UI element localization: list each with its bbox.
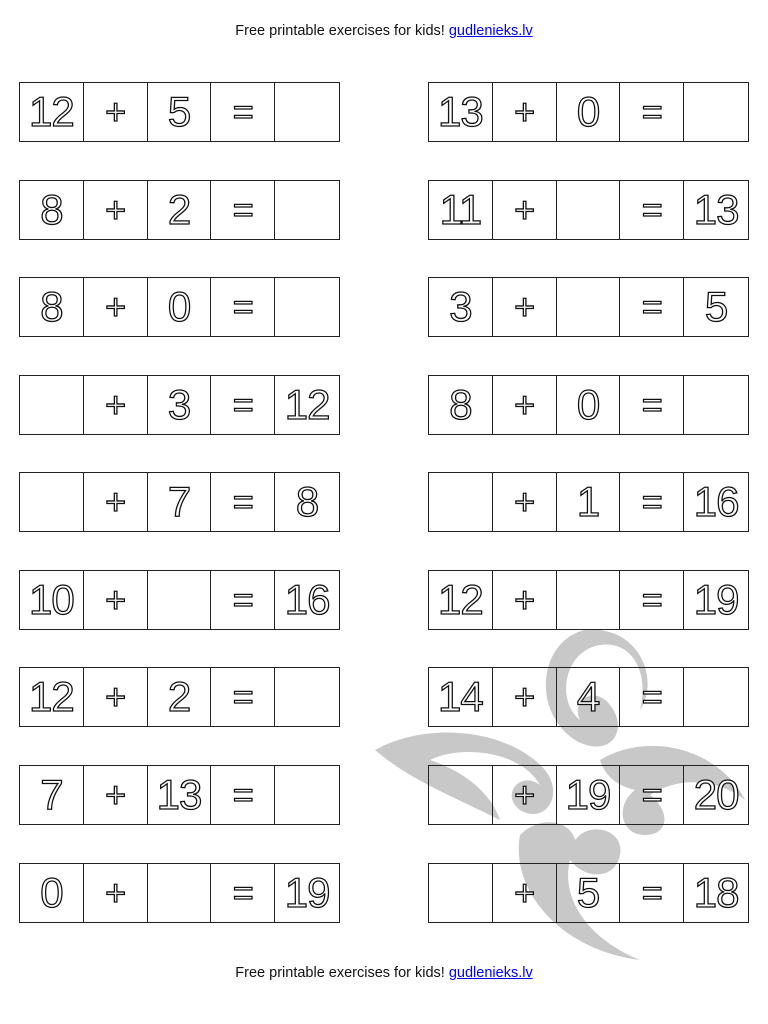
sum-cell[interactable]: 12: [284, 381, 330, 428]
problem-row: [428, 82, 749, 142]
addend-cell[interactable]: 1: [557, 473, 621, 531]
addend-cell[interactable]: [148, 571, 212, 629]
equals-sign: =: [620, 376, 684, 434]
problem-row: [428, 863, 749, 923]
plus-sign: +: [493, 864, 557, 922]
plus-sign: +: [84, 376, 148, 434]
sum-cell[interactable]: 18: [693, 869, 739, 916]
addend-cell[interactable]: 0: [20, 864, 84, 922]
addend-cell[interactable]: 13: [148, 766, 212, 824]
problem-row: [428, 472, 749, 532]
sum-cell[interactable]: [684, 83, 748, 141]
equals-sign: =: [211, 83, 275, 141]
addend-cell[interactable]: [429, 864, 493, 922]
equals-sign: =: [620, 668, 684, 726]
addend-cell[interactable]: [20, 376, 84, 434]
addend-cell[interactable]: 14: [429, 668, 493, 726]
addend-cell[interactable]: 5: [148, 83, 212, 141]
equals-sign: =: [620, 864, 684, 922]
problem-row: [19, 375, 340, 435]
addend-cell[interactable]: 0: [557, 83, 621, 141]
equals-sign: =: [211, 766, 275, 824]
equals-sign: =: [211, 668, 275, 726]
equals-sign: =: [211, 571, 275, 629]
plus-sign: +: [493, 473, 557, 531]
equals-sign: =: [211, 864, 275, 922]
sum-cell[interactable]: [684, 668, 748, 726]
plus-sign: +: [493, 668, 557, 726]
sum-cell[interactable]: [275, 766, 339, 824]
equals-sign: =: [211, 473, 275, 531]
plus-sign: +: [84, 83, 148, 141]
problem-row: [428, 180, 749, 240]
addend-cell[interactable]: [148, 864, 212, 922]
addend-cell[interactable]: 3: [429, 278, 493, 336]
addend-cell[interactable]: [557, 278, 621, 336]
sum-cell[interactable]: 8: [295, 478, 319, 525]
addend-cell[interactable]: [20, 473, 84, 531]
addend-cell[interactable]: 11: [429, 181, 493, 239]
addend-cell[interactable]: [429, 766, 493, 824]
equals-sign: =: [620, 571, 684, 629]
sum-cell[interactable]: 16: [284, 576, 330, 623]
sum-cell[interactable]: [275, 668, 339, 726]
addend-cell[interactable]: [429, 473, 493, 531]
plus-sign: +: [493, 83, 557, 141]
addend-cell[interactable]: 5: [557, 864, 621, 922]
problem-row: [19, 472, 340, 532]
sum-cell[interactable]: [275, 83, 339, 141]
header-text: Free printable exercises for kids!: [235, 23, 445, 39]
plus-sign: +: [493, 181, 557, 239]
plus-sign: +: [493, 376, 557, 434]
equals-sign: =: [620, 473, 684, 531]
addend-cell[interactable]: 2: [148, 181, 212, 239]
sum-cell[interactable]: 13: [693, 186, 739, 233]
plus-sign: +: [493, 766, 557, 824]
addend-cell[interactable]: 12: [429, 571, 493, 629]
equals-sign: =: [211, 181, 275, 239]
sum-cell[interactable]: 20: [693, 771, 739, 818]
plus-sign: +: [84, 864, 148, 922]
footer-banner: [0, 964, 768, 982]
addend-cell[interactable]: 13: [429, 83, 493, 141]
problem-row: [428, 765, 749, 825]
problem-row: [19, 277, 340, 337]
footer-text: Free printable exercises for kids!: [235, 965, 445, 981]
plus-sign: +: [493, 278, 557, 336]
plus-sign: +: [84, 181, 148, 239]
footer-link[interactable]: gudlenieks.lv: [448, 965, 533, 981]
plus-sign: +: [84, 668, 148, 726]
plus-sign: +: [493, 571, 557, 629]
addend-cell[interactable]: [557, 571, 621, 629]
addend-cell[interactable]: 3: [148, 376, 212, 434]
problem-row: [19, 82, 340, 142]
sum-cell[interactable]: 19: [284, 869, 330, 916]
problem-row: [19, 570, 340, 630]
addend-cell[interactable]: [557, 181, 621, 239]
addend-cell[interactable]: 12: [20, 83, 84, 141]
equals-sign: =: [620, 766, 684, 824]
addend-cell[interactable]: 8: [20, 278, 84, 336]
problem-row: [428, 667, 749, 727]
plus-sign: +: [84, 473, 148, 531]
addend-cell[interactable]: 2: [148, 668, 212, 726]
equals-sign: =: [620, 181, 684, 239]
sum-cell[interactable]: 19: [693, 576, 739, 623]
equals-sign: =: [620, 83, 684, 141]
addend-cell[interactable]: 7: [20, 766, 84, 824]
sum-cell[interactable]: [684, 376, 748, 434]
problem-row: [19, 863, 340, 923]
equals-sign: =: [211, 278, 275, 336]
addend-cell[interactable]: 12: [20, 668, 84, 726]
plus-sign: +: [84, 278, 148, 336]
problem-row: [19, 765, 340, 825]
addend-cell[interactable]: 8: [429, 376, 493, 434]
addend-cell[interactable]: 10: [20, 571, 84, 629]
problem-row: [19, 667, 340, 727]
sum-cell[interactable]: [275, 181, 339, 239]
problem-row: [19, 180, 340, 240]
sum-cell[interactable]: 16: [693, 478, 739, 525]
addend-cell[interactable]: 0: [557, 376, 621, 434]
header-link[interactable]: gudlenieks.lv: [448, 23, 533, 39]
plus-sign: +: [84, 571, 148, 629]
equals-sign: =: [211, 376, 275, 434]
problem-row: [428, 277, 749, 337]
addend-cell[interactable]: 8: [20, 181, 84, 239]
sum-cell[interactable]: 5: [704, 283, 728, 330]
addend-cell[interactable]: 7: [148, 473, 212, 531]
problem-row: [428, 375, 749, 435]
equals-sign: =: [620, 278, 684, 336]
plus-sign: +: [84, 766, 148, 824]
addend-cell[interactable]: 4: [557, 668, 621, 726]
addend-cell[interactable]: 0: [148, 278, 212, 336]
addend-cell[interactable]: 19: [557, 766, 621, 824]
problem-row: [428, 570, 749, 630]
sum-cell[interactable]: [275, 278, 339, 336]
